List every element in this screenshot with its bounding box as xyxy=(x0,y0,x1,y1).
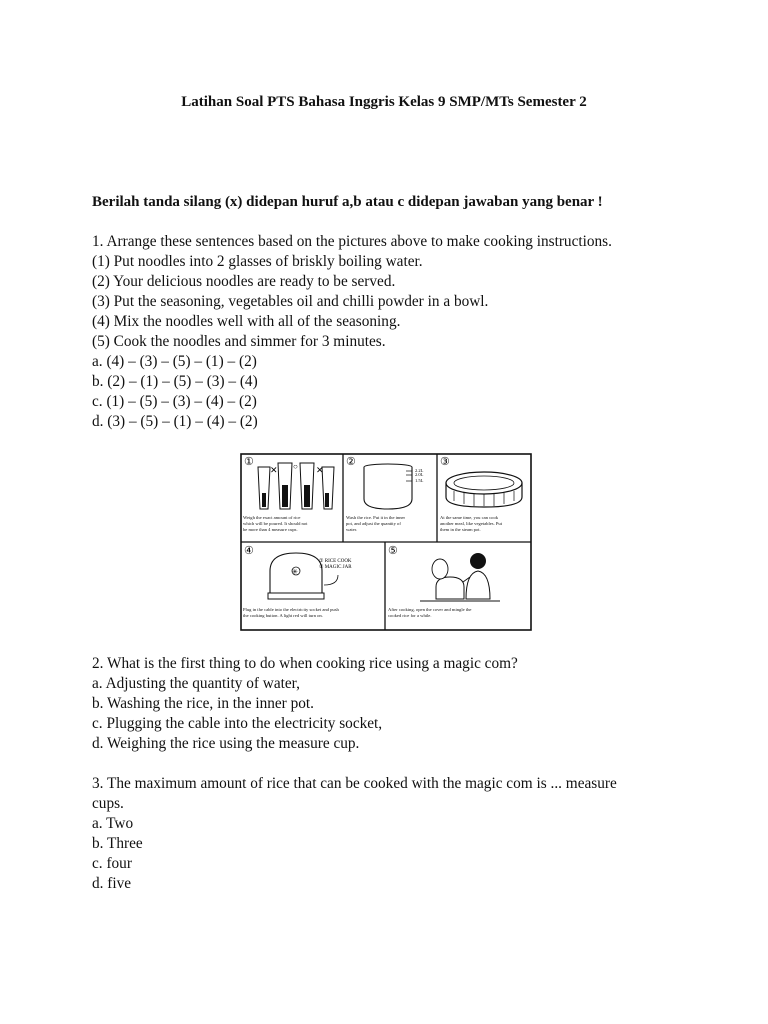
cup-mark: 2.2L xyxy=(415,468,424,473)
panel-4-caption: Plug in the cable into the electricity socket and push xyxy=(243,607,339,612)
q1-step: (2) Your delicious noodles are ready to be served. xyxy=(92,273,396,290)
panel-3-caption: them in the steam pot. xyxy=(440,527,481,532)
panel-number: ① xyxy=(244,456,254,468)
svg-text:✕: ✕ xyxy=(270,465,278,475)
panel-number: ④ xyxy=(244,545,254,557)
panel-5-caption: cooked rice for a while. xyxy=(388,613,432,618)
page-title: Latihan Soal PTS Bahasa Inggris Kelas 9 SMP/MTs Semester 2 xyxy=(181,94,587,110)
rice-cook-label: ① RICE COOK xyxy=(319,559,352,564)
q3-option-c: c. four xyxy=(92,855,132,872)
question-3-text-cont: cups. xyxy=(92,795,124,812)
question-2 xyxy=(92,654,518,754)
q1-step: (1) Put noodles into 2 glasses of briskly boiling water. xyxy=(92,253,423,270)
q2-option-a: a. Adjusting the quantity of water, xyxy=(92,675,300,692)
cup-mark: 2.0L xyxy=(415,472,424,477)
question-3-text: 3. The maximum amount of rice that can be cooked with the magic com is ... measure xyxy=(92,775,617,792)
panel-number: ③ xyxy=(440,456,450,468)
q2-option-c: c. Plugging the cable into the electricity socket, xyxy=(92,715,383,732)
question-1-text: 1. Arrange these sentences based on the pictures above to make cooking instructions. xyxy=(92,233,612,250)
q1-step: (3) Put the seasoning, vegetables oil and chilli powder in a bowl. xyxy=(92,293,489,310)
panel-1-caption: which will be poured. It should not xyxy=(243,521,308,526)
panel-2-caption: water. xyxy=(346,527,358,532)
panel-4-caption: the cooking button. A light red will turn on. xyxy=(243,613,323,618)
panel-number: ⑤ xyxy=(388,545,398,557)
rice-cooking-figure xyxy=(240,453,532,631)
q3-option-b: b. Three xyxy=(92,835,143,852)
q3-option-d: d. five xyxy=(92,875,132,892)
q2-option-d: d. Weighing the rice using the measure cup. xyxy=(92,735,360,752)
panel-5-caption: After cooking, open the cover and mingle the xyxy=(388,607,472,612)
q1-step: (4) Mix the noodles well with all of the seasoning. xyxy=(92,313,401,330)
panel-number: ② xyxy=(346,456,356,468)
instruction-text: Berilah tanda silang (x) didepan huruf a,b atau c didepan jawaban yang benar ! xyxy=(92,194,603,210)
panel-1-caption: be more than 4 measure cups. xyxy=(243,527,298,532)
cup-mark: 1.5L xyxy=(415,478,424,483)
panel-2-caption: pot, and adjust the quantity of xyxy=(346,521,401,526)
q1-option-a: a. (4) – (3) – (5) – (1) – (2) xyxy=(92,353,257,370)
q2-option-b: b. Washing the rice, in the inner pot. xyxy=(92,695,314,712)
magic-jar-label: ② MAGIC JAR xyxy=(319,565,352,570)
question-3 xyxy=(92,774,617,894)
panel-2-caption: Wash the rice. Put it in the inner xyxy=(346,515,406,520)
svg-text:✕: ✕ xyxy=(316,465,324,475)
panel-3-caption: another meal, like vegetables. Put xyxy=(440,521,502,526)
q1-step: (5) Cook the noodles and simmer for 3 minutes. xyxy=(92,333,386,350)
panel-1-caption: Weigh the exact amount of rice xyxy=(243,515,301,520)
question-2-text: 2. What is the first thing to do when cooking rice using a magic com? xyxy=(92,655,518,672)
q1-option-c: c. (1) – (5) – (3) – (4) – (2) xyxy=(92,393,257,410)
svg-text:✳: ✳ xyxy=(292,568,298,576)
q3-option-a: a. Two xyxy=(92,815,134,832)
svg-text:○: ○ xyxy=(293,462,298,471)
q1-option-b: b. (2) – (1) – (5) – (3) – (4) xyxy=(92,373,258,390)
q1-option-d: d. (3) – (5) – (1) – (4) – (2) xyxy=(92,413,258,430)
question-1 xyxy=(92,232,612,432)
panel-3-caption: At the same time, you can cook xyxy=(440,515,499,520)
